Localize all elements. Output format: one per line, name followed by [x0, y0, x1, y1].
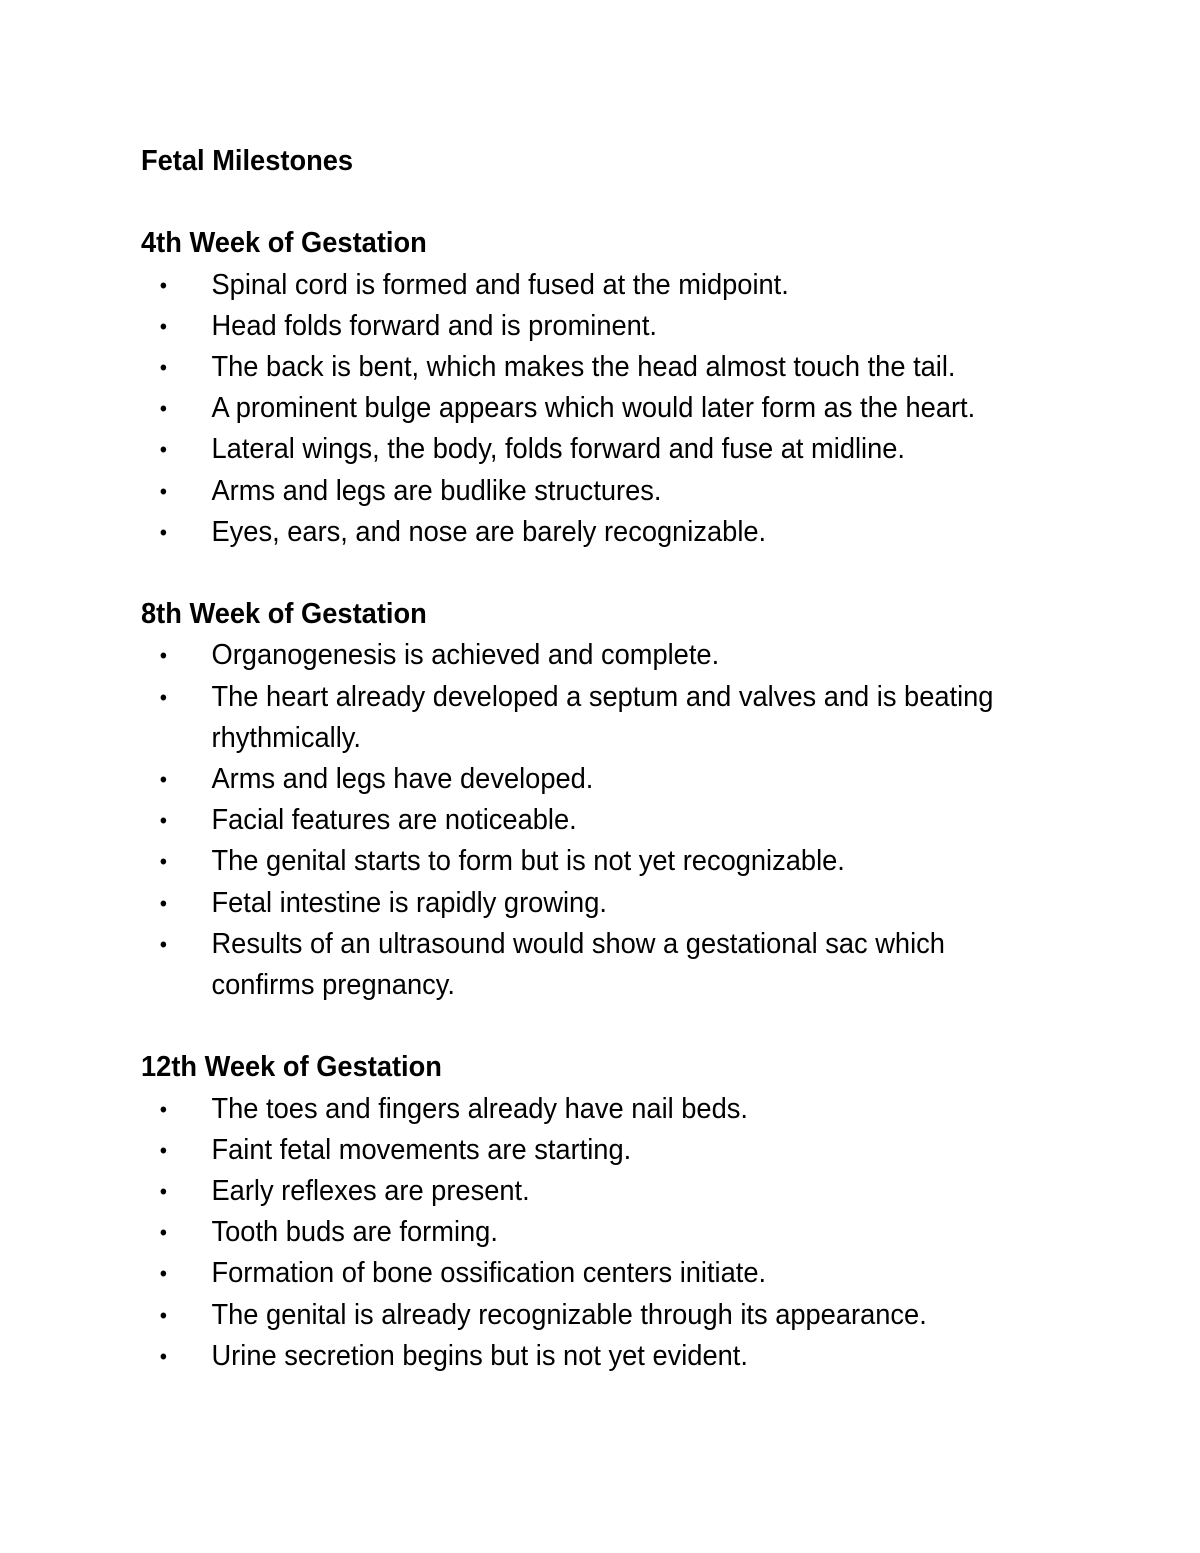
- bullet-icon: •: [159, 1220, 168, 1246]
- list-item-text: Results of an ultrasound would show a gestational sac which confirms pregnancy.: [211, 927, 945, 1002]
- list-item: [141, 306, 1015, 347]
- document-body: [141, 141, 1015, 1377]
- list-item: [141, 677, 1015, 759]
- section-week-4: [141, 223, 1015, 553]
- list-item: [141, 1212, 1015, 1253]
- bullet-icon: •: [159, 643, 168, 669]
- bullet-icon: •: [159, 684, 168, 710]
- list-item-text: Arms and legs have developed.: [211, 763, 594, 796]
- list-item-text: The genital is already recognizable through its appearance.: [211, 1298, 927, 1331]
- list-item-text: Head folds forward and is prominent.: [211, 309, 657, 342]
- list-item-text: Tooth buds are forming.: [211, 1216, 498, 1249]
- bullet-icon: •: [159, 808, 168, 834]
- bullet-icon: •: [159, 1302, 168, 1328]
- paragraph-spacer: [141, 1006, 1015, 1047]
- list-item-text: Fetal intestine is rapidly growing.: [211, 886, 607, 919]
- list-item: [141, 471, 1015, 512]
- bullet-icon: •: [159, 478, 168, 504]
- bullet-icon: •: [159, 313, 168, 339]
- list-item: [141, 1336, 1015, 1377]
- bullet-list: [141, 265, 1015, 553]
- list-item-text: A prominent bulge appears which would later form as the heart.: [211, 392, 976, 425]
- bullet-icon: •: [159, 1261, 168, 1287]
- list-item-text: Urine secretion begins but is not yet evident.: [211, 1339, 748, 1372]
- bullet-icon: •: [159, 519, 168, 545]
- list-item: [141, 924, 1015, 1006]
- bullet-list: [141, 635, 1015, 1006]
- list-item-text: Lateral wings, the body, folds forward and fuse at midline.: [211, 433, 905, 466]
- list-item: [141, 429, 1015, 470]
- list-item-text: Facial features are noticeable.: [211, 804, 577, 837]
- list-item-text: Spinal cord is formed and fused at the midpoint.: [211, 268, 789, 301]
- bullet-icon: •: [159, 1137, 168, 1163]
- bullet-icon: •: [159, 890, 168, 916]
- list-item-text: The heart already developed a septum and valves and is beating rhythmically.: [211, 680, 994, 754]
- list-item: [141, 800, 1015, 841]
- bullet-icon: •: [159, 355, 168, 380]
- list-item: [141, 759, 1015, 800]
- paragraph-spacer: [141, 182, 1015, 223]
- list-item: [141, 841, 1015, 882]
- list-item: [141, 347, 1015, 388]
- section-heading: 12th Week of Gestation: [141, 1051, 442, 1084]
- list-item: [141, 1089, 1015, 1130]
- list-item: [141, 512, 1015, 553]
- section-heading: 8th Week of Gestation: [141, 598, 427, 631]
- bullet-icon: •: [159, 767, 168, 793]
- list-item: [141, 1130, 1015, 1171]
- list-item-text: Organogenesis is achieved and complete.: [211, 639, 720, 672]
- bullet-list: [141, 1089, 1015, 1377]
- list-item-text: Faint fetal movements are starting.: [211, 1133, 632, 1166]
- list-item-text: Eyes, ears, and nose are barely recognizable.: [211, 515, 767, 548]
- list-item-text: The toes and fingers already have nail beds.: [211, 1092, 748, 1125]
- document-title: Fetal Milestones: [141, 145, 354, 177]
- list-item-text: Arms and legs are budlike structures.: [211, 474, 662, 507]
- list-item: [141, 265, 1015, 306]
- bullet-icon: •: [159, 272, 168, 298]
- list-item: [141, 388, 1015, 429]
- bullet-icon: •: [159, 1096, 168, 1122]
- section-week-8: [141, 594, 1015, 1006]
- bullet-icon: •: [159, 396, 168, 422]
- list-item-text: Early reflexes are present.: [211, 1175, 530, 1208]
- list-item-text: The back is bent, which makes the head almost touch the tail.: [211, 351, 956, 383]
- section-heading: 4th Week of Gestation: [141, 227, 427, 260]
- list-item-text: Formation of bone ossification centers initiate.: [211, 1257, 767, 1290]
- bullet-icon: •: [159, 1179, 168, 1205]
- list-item: [141, 1171, 1015, 1212]
- list-item: [141, 1295, 1015, 1336]
- list-item: [141, 883, 1015, 924]
- list-item: [141, 1253, 1015, 1294]
- list-item: [141, 635, 1015, 676]
- list-item-text: The genital starts to form but is not yet recognizable.: [211, 845, 845, 878]
- bullet-icon: •: [159, 849, 168, 875]
- paragraph-spacer: [141, 553, 1015, 594]
- bullet-icon: •: [159, 437, 168, 463]
- bullet-icon: •: [159, 1343, 168, 1369]
- bullet-icon: •: [159, 931, 168, 957]
- section-week-12: [141, 1047, 1015, 1377]
